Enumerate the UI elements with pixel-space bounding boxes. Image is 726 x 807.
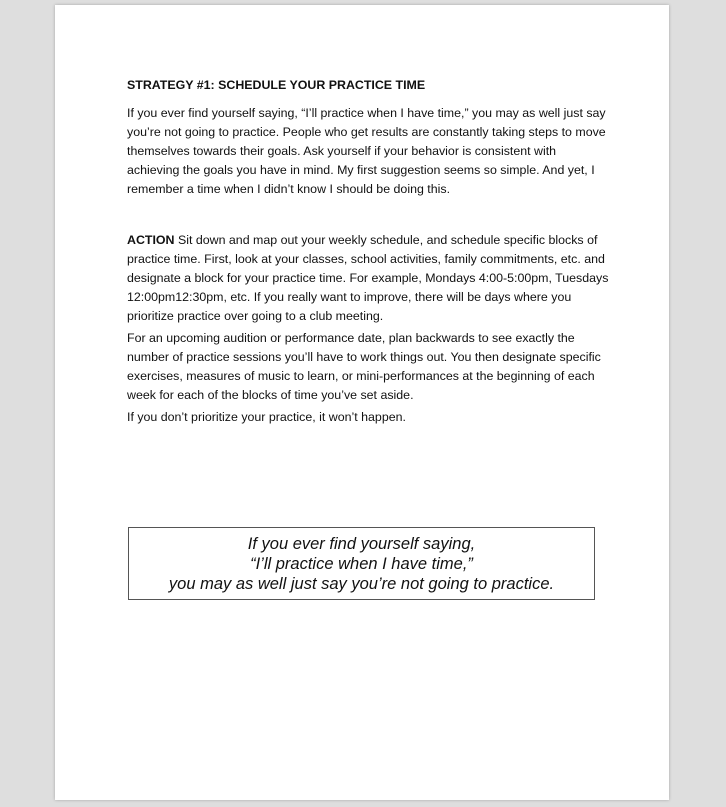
- quote-line: “I’ll practice when I have time,”: [250, 555, 473, 573]
- section-heading: STRATEGY #1: SCHEDULE YOUR PRACTICE TIME: [127, 78, 426, 92]
- document-page: [55, 5, 669, 800]
- intro-paragraph: [127, 104, 606, 199]
- text-line: 12:00pm12:30pm, etc. If you really want to improve, there will be days where you: [127, 290, 572, 304]
- text-line: number of practice sessions you’ll have to work things out. You then designate specific: [127, 350, 601, 364]
- text-line: practice time. First, look at your classes, school activities, family commitments, etc. and: [127, 252, 605, 266]
- action-paragraph: [127, 231, 608, 326]
- quote-line: If you ever find yourself saying,: [247, 535, 476, 553]
- text-line: achieving the goals you have in mind. My first suggestion seems so simple. And yet, I: [127, 163, 595, 177]
- text-line: For an upcoming audition or performance date, plan backwards to see exactly the: [127, 331, 575, 345]
- plan-paragraph: [127, 329, 601, 405]
- text-line: you’re not going to practice. People who get results are constantly taking steps to move: [127, 125, 606, 139]
- text-line: themselves towards their goals. Ask yourself if your behavior is consistent with: [127, 144, 557, 158]
- text-line: prioritize practice over going to a club meeting.: [127, 309, 384, 323]
- text-line: If you ever find yourself saying, “I’ll practice when I have time,” you may as well just say: [127, 106, 606, 120]
- text-line: designate a block for your practice time. For example, Mondays 4:00-5:00pm, Tuesdays: [127, 271, 609, 285]
- pull-quote-box: [128, 527, 595, 600]
- text-line: remember a time when I didn’t know I should be doing this.: [127, 182, 451, 196]
- text-line: week for each of the blocks of time you’ve set aside.: [127, 388, 414, 402]
- text-line: exercises, measures of music to learn, or mini-performances at the beginning of each: [127, 369, 595, 383]
- action-label: ACTION: [127, 233, 175, 247]
- text-line: Sit down and map out your weekly schedule, and schedule specific blocks of: [174, 233, 598, 247]
- quote-line: you may as well just say you’re not going to practice.: [168, 575, 555, 593]
- closing-paragraph: If you don’t prioritize your practice, it won’t happen.: [127, 410, 406, 424]
